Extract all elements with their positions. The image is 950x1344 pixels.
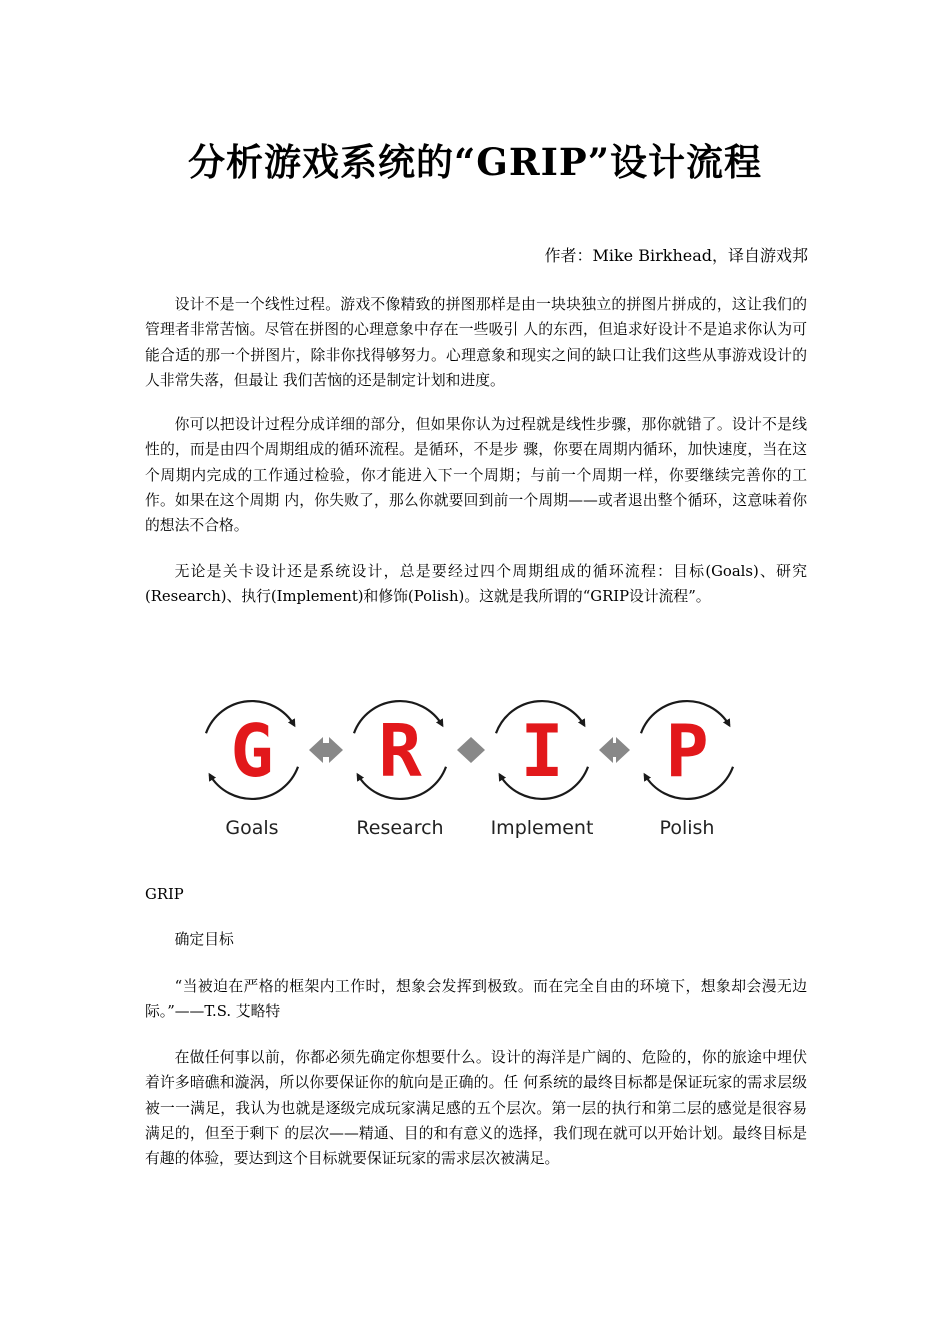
stage-letter: P xyxy=(665,709,709,793)
double-arrow-icon xyxy=(599,737,630,763)
stage-label: Implement xyxy=(490,817,594,839)
section-heading-goals: 确定目标 xyxy=(174,931,234,948)
stage-goals xyxy=(206,701,298,839)
author-line: 作者：Mike Birkhead，译自游戏邦 xyxy=(544,246,808,265)
stage-label: Research xyxy=(356,817,444,839)
stage-letter: R xyxy=(378,709,422,793)
stage-label: Goals xyxy=(225,817,279,839)
stage-letter: G xyxy=(230,709,274,793)
stage-research xyxy=(354,701,446,839)
stage-implement xyxy=(491,701,594,839)
paragraph-intro: 设计不是一个线性过程。游戏不像精致的拼图那样是由一块块独立的拼图片拼成的，这让我们的管理者非常苦恼。尽管在拼图的心理意象中存在一些吸引 人的东西，但追求好设计不是追求你认为可能合适的那一个拼图片，除非你找得够努力。心理意象和现实之间的缺口让我们这些从事游戏设计的人非常失落，但最让 我们苦恼的还是制定计划和进度。 xyxy=(145,296,807,389)
stage-label: Polish xyxy=(659,817,715,839)
paragraph-grip: 无论是关卡设计还是系统设计，总是要经过四个周期组成的循环流程：目标(Goals)、研究(Research)、执行(Implement)和修饰(Polish)。这就是我所谓的“GRIP设计流程”。 xyxy=(145,563,807,606)
paragraph-cycles: 你可以把设计过程分成详细的部分，但如果你认为过程就是线性步骤，那你就错了。设计不是线性的，而是由四个周期组成的循环流程。是循环，不是步 骤，你要在周期内循环，加快速度，当在这个周期内完成的工作通过检验，你才能进入下一个周期；与前一个周期一样，你要继续完善你的工作。如果在这个周期 内，你失败了，那么你就要回到前一个周期——或者退出整个循环，这意味着你的想法不合格。 xyxy=(145,416,807,535)
double-arrow-icon xyxy=(457,737,485,763)
double-arrow-icon xyxy=(309,737,343,763)
page-title: 分析游戏系统的“GRIP”设计流程 xyxy=(187,140,763,184)
stage-polish xyxy=(641,701,733,839)
quote-paragraph: “当被迫在严格的框架内工作时，想象会发挥到极致。而在完全自由的环境下，想象却会漫无边际。”——T.S. 艾略特 xyxy=(145,978,807,1021)
stage-letter: I xyxy=(520,709,564,793)
paragraph-goals: 在做任何事以前，你都必须先确定你想要什么。设计的海洋是广阔的、危险的，你的旅途中埋伏着许多暗礁和漩涡，所以你要保证你的航向是正确的。任 何系统的最终目标都是保证玩家的需求层级被一一满足，我认为也就是逐级完成玩家满足感的五个层次。第一层的执行和第二层的感觉是很容易满足的，但至于剩下 的层次——精通、目的和有意义的选择，我们现在就可以开始计划。最终目标是有趣的体验，要达到这个目标就要保证玩家的需求层次被满足。 xyxy=(145,1049,807,1168)
figure-caption: GRIP xyxy=(145,886,184,903)
grip-diagram xyxy=(195,690,755,850)
